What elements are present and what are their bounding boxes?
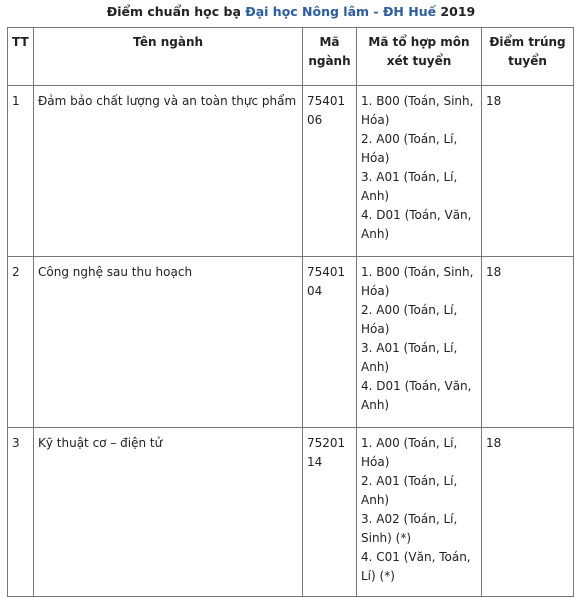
cell-score: 18 <box>482 428 574 597</box>
cell-major-name: Công nghệ sau thu hoạch <box>34 257 303 428</box>
title-prefix: Điểm chuẩn học bạ <box>106 4 246 19</box>
header-tt: TT <box>8 28 34 86</box>
page-title <box>0 0 582 27</box>
table-row <box>8 428 574 597</box>
combo-item: 4. C01 (Văn, Toán, Lí) (*) <box>361 550 471 583</box>
combo-item: 2. A00 (Toán, Lí, Hóa) <box>361 132 458 165</box>
header-combo: Mã tổ hợp môn xét tuyển <box>357 28 482 86</box>
cell-major-code: 7520114 <box>303 428 357 597</box>
cell-major-name: Kỹ thuật cơ – điện tử <box>34 428 303 597</box>
cell-combos <box>357 257 482 428</box>
title-year: 2019 <box>436 4 476 19</box>
combo-item: 4. D01 (Toán, Văn, Anh) <box>361 208 472 241</box>
title-school-link[interactable]: Đại học Nông lâm - ĐH Huế <box>245 4 437 19</box>
combo-item: 1. B00 (Toán, Sinh, Hóa) <box>361 94 474 127</box>
table-header-row <box>8 28 574 86</box>
combo-item: 3. A02 (Toán, Lí, Sinh) (*) <box>361 512 458 545</box>
table-row <box>8 257 574 428</box>
cell-combos <box>357 428 482 597</box>
combo-item: 3. A01 (Toán, Lí, Anh) <box>361 341 458 374</box>
header-major-name: Tên ngành <box>34 28 303 86</box>
cell-major-code: 7540104 <box>303 257 357 428</box>
combo-item: 2. A01 (Toán, Lí, Anh) <box>361 474 458 507</box>
cell-score: 18 <box>482 257 574 428</box>
combo-item: 3. A01 (Toán, Lí, Anh) <box>361 170 458 203</box>
cell-tt: 2 <box>8 257 34 428</box>
header-major-code: Mã ngành <box>303 28 357 86</box>
cell-major-code: 7540106 <box>303 86 357 257</box>
admission-score-table <box>7 27 574 597</box>
combo-item: 2. A00 (Toán, Lí, Hóa) <box>361 303 458 336</box>
combo-item: 1. B00 (Toán, Sinh, Hóa) <box>361 265 474 298</box>
table-row <box>8 86 574 257</box>
header-score: Điểm trúng tuyển <box>482 28 574 86</box>
combo-item: 4. D01 (Toán, Văn, Anh) <box>361 379 472 412</box>
combo-item: 1. A00 (Toán, Lí, Hóa) <box>361 436 458 469</box>
cell-combos <box>357 86 482 257</box>
cell-tt: 1 <box>8 86 34 257</box>
cell-major-name: Đảm bảo chất lượng và an toàn thực phẩm <box>34 86 303 257</box>
cell-tt: 3 <box>8 428 34 597</box>
cell-score: 18 <box>482 86 574 257</box>
